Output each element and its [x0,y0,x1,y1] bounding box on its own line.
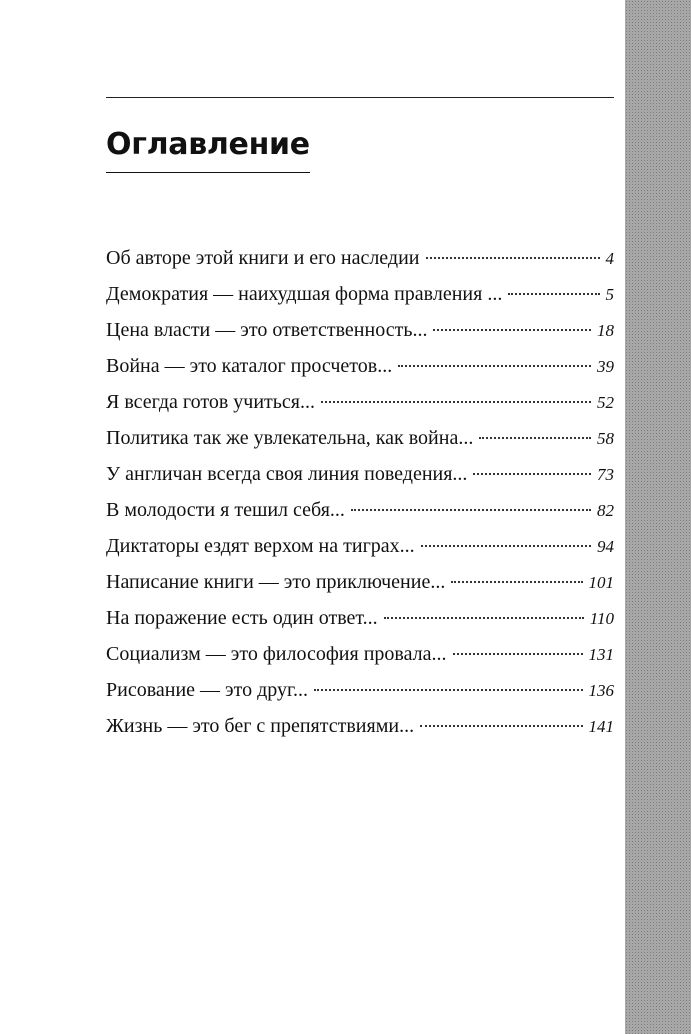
page-edge-halftone [625,0,691,1034]
dot-leader [398,365,591,367]
toc-entry-title: Рисование — это друг... [106,679,308,701]
toc-entry[interactable] [106,420,614,456]
dot-leader [479,437,591,439]
toc-entry[interactable] [106,492,614,528]
dot-leader [473,473,591,475]
toc-entry-page: 18 [597,321,614,340]
toc-entry[interactable] [106,636,614,672]
dot-leader [420,725,582,727]
page-title: Оглавление [106,122,310,173]
dot-leader [451,581,582,583]
toc-entry[interactable] [106,276,614,312]
toc-entry-page: 73 [597,465,614,484]
toc-entry-title: На поражение есть один ответ... [106,607,378,629]
dot-leader [384,617,584,619]
toc-entry[interactable] [106,384,614,420]
toc-entry-title: Демократия — наихудшая форма правления ... [106,283,503,305]
toc-entry-page: 101 [588,573,614,592]
dot-leader [321,401,591,403]
toc-entry-page: 4 [605,249,614,268]
toc-entry-page: 58 [597,429,614,448]
dot-leader [426,257,600,259]
dot-leader [453,653,583,655]
toc-entry-page: 94 [597,537,614,556]
dot-leader [314,689,583,691]
dot-leader [433,329,591,331]
toc-entry-title: Цена власти — это ответственность... [106,319,428,341]
toc-entry-title: Политика так же увлекательна, как война... [106,427,474,449]
toc-entry[interactable] [106,240,614,276]
toc-entry[interactable] [106,708,614,744]
toc-entry-page: 82 [597,501,614,520]
toc-entry-page: 5 [605,285,614,304]
toc-entry-title: У англичан всегда своя линия поведения... [106,463,468,485]
toc-entry-title: Война — это каталог просчетов... [106,355,393,377]
top-rule [106,97,614,98]
toc-entry-page: 110 [589,609,614,628]
toc-entry-title: Я всегда готов учиться... [106,391,315,413]
toc-entry-page: 52 [597,393,614,412]
toc-entry-title: Написание книги — это приключение... [106,571,446,593]
toc-entry-title: Социализм — это философия провала... [106,643,447,665]
dot-leader [421,545,591,547]
toc-entry[interactable] [106,528,614,564]
toc-entry-title: В молодости я тешил себя... [106,499,345,521]
toc-entry[interactable] [106,600,614,636]
dot-leader [508,293,599,295]
toc-entry[interactable] [106,672,614,708]
toc-entry[interactable] [106,312,614,348]
toc-entry[interactable] [106,564,614,600]
toc-entry-title: Диктаторы ездят верхом на тиграх... [106,535,415,557]
toc-entry-page: 141 [588,717,614,736]
toc-entry-page: 136 [588,681,614,700]
toc-entry[interactable] [106,456,614,492]
toc-entry[interactable] [106,348,614,384]
toc-entry-title: Об авторе этой книги и его наследии [106,247,420,269]
table-of-contents [106,240,614,744]
toc-entry-title: Жизнь — это бег с препятствиями... [106,715,415,737]
toc-entry-page: 39 [597,357,614,376]
toc-entry-page: 131 [588,645,614,664]
dot-leader [351,509,591,511]
